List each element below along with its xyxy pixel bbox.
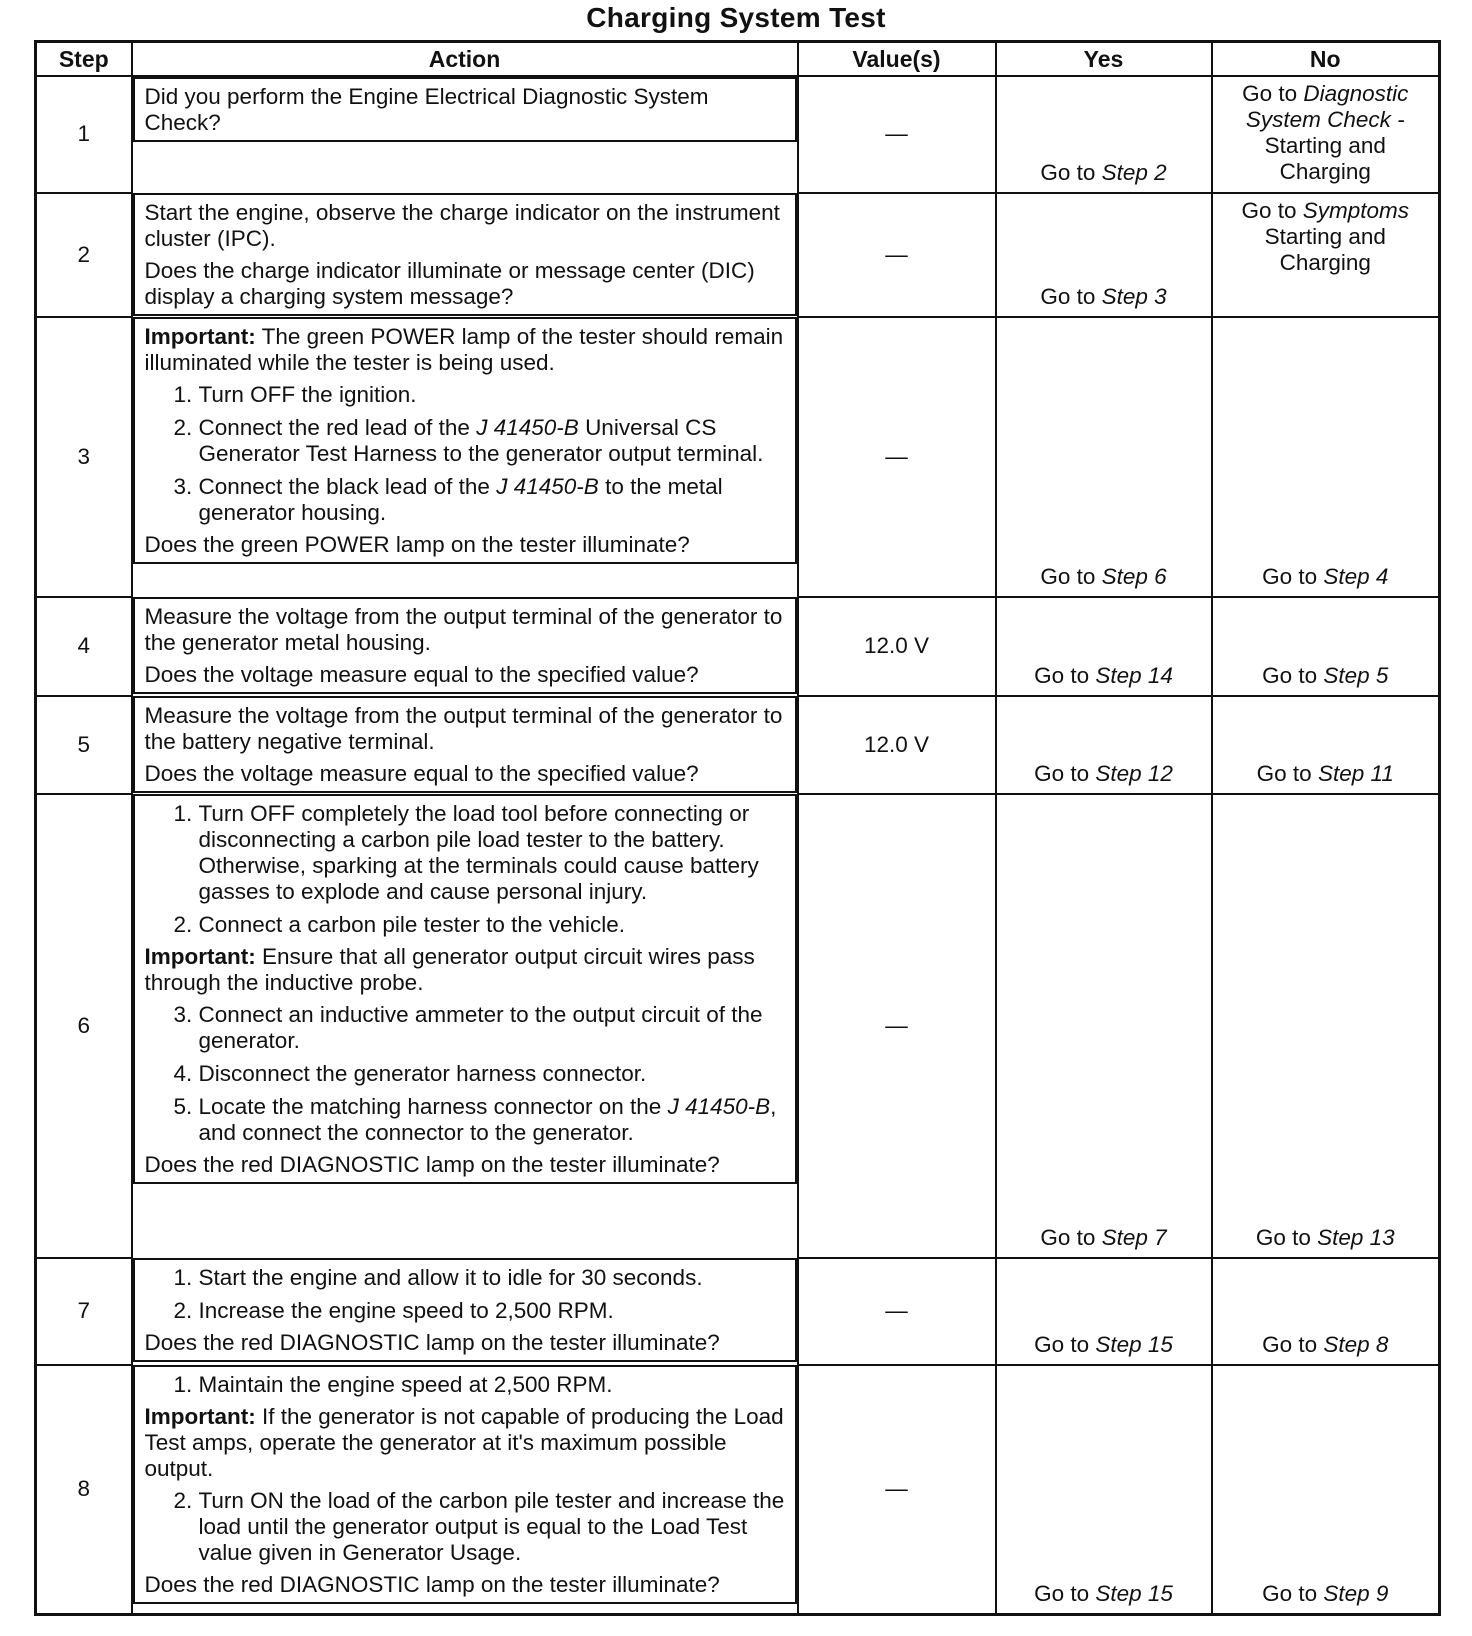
no-cell [1212,193,1440,317]
list-item [199,415,787,467]
action-text: Did you perform the Engine Electrical Diagnostic System Check? [144,84,709,135]
header-no: No [1212,42,1440,77]
value-cell: — [798,1258,996,1365]
yes-cell [996,193,1212,317]
no-reference-suffix: Starting and Charging [1264,133,1386,184]
list-item-text: Turn OFF completely the load tool before connecting or disconnecting a carbon pile load tester to the battery. Otherwise, sparking at the terminals could cause battery gasses to explode and cause personal injury. [198,801,759,905]
goto-text: Go to [1256,761,1312,787]
diagnostic-table [34,40,1441,1616]
list-item-text: Connect an inductive ammeter to the output circuit of the generator. [198,1002,763,1054]
list-item-text: Connect a carbon pile tester to the vehicle. [198,912,626,938]
important-label: Important: [144,944,256,970]
list-item [199,801,787,905]
action-question: Does the charge indicator illuminate or message center (DIC) display a charging system message? [144,257,755,309]
yes-cell [996,76,1212,193]
table-row [36,1365,1440,1615]
table-row [36,193,1440,317]
action-question: Does the voltage measure equal to the specified value? [144,760,699,786]
action-cell [133,696,797,793]
no-cell [1212,76,1440,193]
procedure-list [145,1372,787,1398]
goto-text: Go to [1034,761,1090,787]
no-cell [1212,1258,1440,1365]
goto-text: Go to [1242,81,1298,106]
list-item-text: Turn ON the load of the carbon pile tester and increase the load until the generator output is equal to the Load Test value given in Generator Usage. [198,1487,785,1565]
yes-reference: Step 2 [1101,159,1167,185]
no-reference-suffix: Starting and Charging [1264,223,1386,275]
procedure-list [145,1002,787,1146]
no-reference: Step 9 [1323,1581,1389,1606]
no-cell [1212,1365,1440,1615]
no-reference: Step 8 [1323,1331,1389,1357]
list-item-text: Connect the red lead of the [198,414,470,440]
important-text: The green POWER lamp of the tester should remain illuminated while the tester is being used. [144,323,784,375]
list-item [199,1002,787,1054]
goto-text: Go to [1034,662,1090,688]
list-item [199,1372,787,1398]
table-row [36,317,1440,597]
step-number: 4 [36,597,132,696]
goto-text: Go to [1255,1224,1311,1250]
goto-text: Go to [1040,159,1096,185]
no-reference: Step 13 [1317,1224,1395,1250]
yes-reference: Step 3 [1101,283,1167,309]
table-row [36,794,1440,1257]
no-cell [1212,597,1440,696]
header-action: Action [132,42,798,77]
yes-reference: Step 14 [1095,662,1173,688]
tool-reference: J 41450-B [496,473,599,499]
list-item-text: Increase the engine speed to 2,500 RPM. [198,1297,614,1323]
value-cell: — [798,794,996,1257]
header-step: Step [36,42,132,77]
table-row [36,597,1440,696]
action-cell [133,1258,797,1362]
value-cell: — [798,1365,996,1615]
procedure-list [145,382,787,526]
value-cell: — [798,76,996,193]
list-item-text: Turn OFF the ignition. [198,381,417,407]
no-cell [1212,794,1440,1257]
table-row [36,1258,1440,1365]
tool-reference: J 41450-B [476,414,579,440]
no-reference: Step 4 [1323,563,1389,589]
step-number: 5 [36,696,132,795]
step-number: 8 [36,1365,132,1615]
list-item [199,1488,787,1566]
list-item-text: Start the engine and allow it to idle for 30 seconds. [198,1264,703,1290]
action-question: Does the red DIAGNOSTIC lamp on the tester illuminate? [144,1329,720,1355]
value-cell: 12.0 V [798,597,996,696]
yes-cell [996,1258,1212,1365]
no-cell [1212,696,1440,795]
goto-text: Go to [1262,563,1318,589]
yes-reference: Step 15 [1095,1331,1173,1357]
procedure-list [145,801,787,938]
goto-text: Go to [1262,1581,1318,1606]
action-cell [133,1365,797,1604]
yes-cell [996,794,1212,1257]
tool-reference: J 41450-B [667,1094,771,1120]
goto-text: Go to [1040,283,1096,309]
value-cell: — [798,193,996,317]
table-row [36,76,1440,193]
list-item-text: Locate the matching harness connector on the [198,1094,662,1120]
list-item-text: to the metal generator housing. [198,473,723,525]
table-row [36,696,1440,795]
important-text: Ensure that all generator output circuit wires pass through the inductive probe. [144,944,755,996]
page-title: Charging System Test [586,2,886,33]
yes-cell [996,317,1212,597]
table-header-row [36,42,1440,77]
list-item-text: Connect the black lead of the [198,473,490,499]
list-item [199,912,787,938]
no-reference: Symptoms [1302,197,1410,223]
yes-reference: Step 15 [1095,1581,1173,1606]
step-number: 6 [36,794,132,1257]
yes-cell [996,597,1212,696]
yes-reference: Step 12 [1095,761,1173,787]
action-cell [133,193,797,316]
goto-text: Go to [1040,563,1096,589]
action-text: Start the engine, observe the charge indicator on the instrument cluster (IPC). [144,199,780,251]
step-number: 3 [36,317,132,597]
list-item [199,1298,787,1324]
action-text: Measure the voltage from the output terminal of the generator to the battery negative terminal. [144,702,783,754]
action-cell [133,317,797,564]
list-item [199,1265,787,1291]
goto-text: Go to [1241,197,1297,223]
yes-reference: Step 6 [1101,563,1167,589]
header-yes: Yes [996,42,1212,77]
header-values: Value(s) [798,42,996,77]
list-item-text: Maintain the engine speed at 2,500 RPM. [198,1371,613,1397]
procedure-list [145,1265,787,1324]
goto-text: Go to [1262,662,1318,688]
important-note [145,324,787,376]
goto-text: Go to [1262,1331,1318,1357]
important-text: If the generator is not capable of producing the Load Test amps, operate the generator at it's maximum possible output. [144,1403,784,1481]
important-note [145,1404,787,1482]
step-number: 1 [36,76,132,193]
step-number: 2 [36,193,132,317]
value-cell: 12.0 V [798,696,996,795]
value-cell: — [798,317,996,597]
list-item-text: , and connect the connector to the generator. [198,1094,777,1146]
action-question: Does the green POWER lamp on the tester illuminate? [144,531,690,557]
action-text: Measure the voltage from the output terminal of the generator to the generator metal housing. [144,603,783,655]
yes-cell [996,1365,1212,1615]
action-question: Does the red DIAGNOSTIC lamp on the tester illuminate? [144,1571,720,1597]
list-item [199,474,787,526]
goto-text: Go to [1040,1224,1096,1250]
list-item [199,382,787,408]
action-cell [133,597,797,694]
no-reference: Step 5 [1323,662,1389,688]
no-reference: Diagnostic System Check - [1245,81,1409,132]
important-note [145,944,787,996]
action-question: Does the red DIAGNOSTIC lamp on the tester illuminate? [144,1152,720,1178]
action-question: Does the voltage measure equal to the specified value? [144,661,699,687]
yes-cell [996,696,1212,795]
goto-text: Go to [1034,1331,1090,1357]
list-item [199,1061,787,1087]
list-item-text: Disconnect the generator harness connector. [198,1061,647,1087]
important-label: Important: [144,323,256,349]
procedure-list [145,1488,787,1566]
no-reference: Step 11 [1317,761,1394,787]
yes-reference: Step 7 [1101,1224,1167,1250]
goto-text: Go to [1034,1581,1090,1606]
list-item-text: Universal CS Generator Test Harness to the generator output terminal. [198,414,764,466]
list-item [199,1094,787,1146]
no-cell [1212,317,1440,597]
important-label: Important: [144,1403,256,1429]
action-cell [133,794,797,1184]
action-cell [133,77,797,142]
step-number: 7 [36,1258,132,1365]
